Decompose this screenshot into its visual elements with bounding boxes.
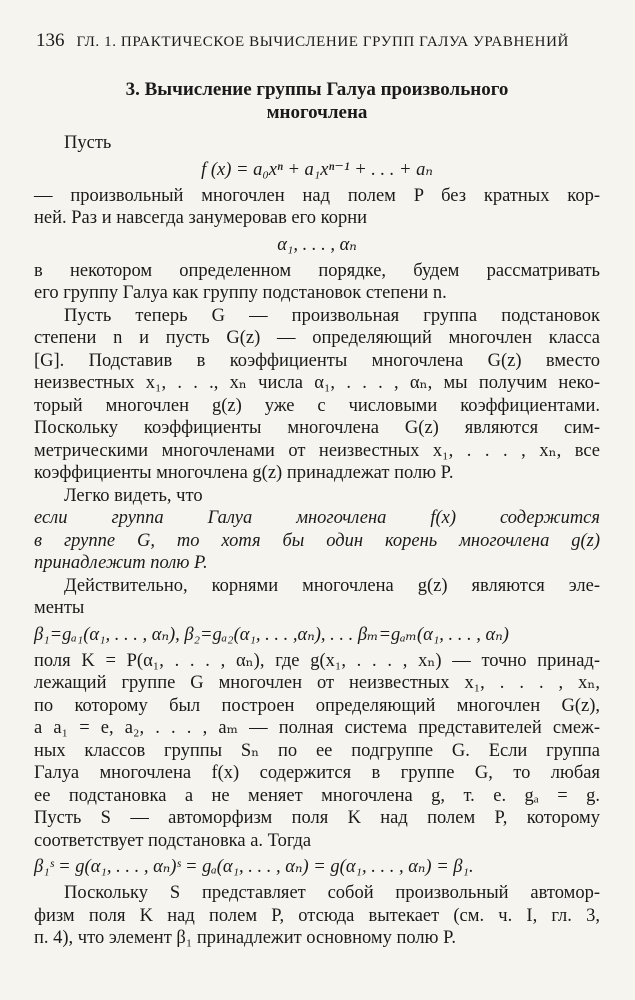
text-line: п. 4), что элемент β₁ принадлежит основному полю P.: [34, 928, 456, 948]
running-header: [36, 30, 598, 52]
theorem-line: принадлежит полю P.: [34, 553, 208, 573]
text-line: лежащий группе G многочлен от неизвестных x₁, . . . , xₙ,: [34, 673, 600, 693]
text-line: неизвестных x₁, . . ., xₙ числа α₁, . . . , αₙ, мы получим неко-: [34, 373, 600, 393]
text-line: Поскольку коэффициенты многочлена G(z) являются сим-: [34, 418, 600, 438]
section-title: [36, 78, 598, 124]
text-line: торый многочлен g(z) уже с числовыми коэффициентами.: [34, 395, 600, 416]
text-line: его группу Галуа как группу подстановок степени n.: [34, 283, 447, 303]
text-line: ее подстановка a не меняет многочлена g, т. е. gₐ = g.: [34, 785, 600, 806]
text-line: ней. Раз и навсегда занумеровав его корни: [34, 208, 367, 228]
text-line: Пусть теперь G — произвольная группа подстановок: [64, 305, 600, 326]
paragraph-intro: Пусть: [64, 133, 112, 153]
polynomial-equation: f (x) = a₀xⁿ + a₁xⁿ⁻¹ + . . . + aₙ: [201, 159, 433, 180]
text-line: степени n и пусть G(z) — определяющий многочлен класса: [34, 328, 600, 348]
text-line: Поскольку S представляет собой произвольный автомор-: [64, 883, 600, 903]
text-line: менты: [34, 598, 85, 618]
text-line: Галуа многочлена f(x) содержится в группе G, то любая: [34, 763, 600, 783]
text-line: метрическими многочленами от неизвестных x₁, . . . , xₙ, все: [34, 440, 600, 461]
main-text: [34, 132, 600, 950]
page-number: 136: [36, 30, 65, 51]
section-title-line-1: 3. Вычисление группы Галуа произвольного: [125, 79, 509, 100]
roots-list: α₁, . . . , αₙ: [277, 234, 357, 255]
text-line: в некотором определенном порядке, будем рассматривать: [34, 260, 600, 281]
automorphism-equation: β₁ˢ = g(α₁, . . . , αₙ)ˢ = gₐ(α₁, . . . , αₙ) = g(α₁, . . . , αₙ) = β₁.: [34, 857, 474, 877]
text-line: Пусть S — автоморфизм поля K над полем P, которому: [34, 808, 600, 828]
theorem-line: в группе G, то хотя бы один корень многочлена g(z): [34, 530, 600, 551]
text-line: поля K = P(α₁, . . . , αₙ), где g(x₁, . . . , xₙ) — точно принад-: [34, 650, 600, 671]
text-line: коэффициенты многочлена g(z) принадлежат полю P.: [34, 463, 454, 483]
theorem-line: если группа Галуа многочлена f(x) содержится: [34, 508, 600, 528]
text-line: соответствует подстановка a. Тогда: [34, 830, 312, 851]
text-line: — произвольный многочлен над полем P без кратных кор-: [34, 185, 600, 206]
text-line: ных классов группы Sₙ по ее подгруппе G. Если группа: [34, 740, 600, 761]
roots-beta-equation: β₁=gₐ₁(α₁, . . . , αₙ), β₂=gₐ₂(α₁, . . . ,αₙ), . . . βₘ=gₐₘ(α₁, . . . , αₙ): [34, 624, 509, 645]
section-title-line-2: многочлена: [266, 102, 368, 123]
text-line: [G]. Подставив в коэффициенты многочлена G(z) вместо: [34, 350, 600, 371]
text-line: физм поля K над полем P, отсюда вытекает (см. ч. I, гл. 3,: [34, 905, 600, 926]
text-line: Легко видеть, что: [64, 485, 203, 506]
text-line: а a₁ = e, a₂, . . . , aₘ — полная система представителей смеж-: [34, 718, 600, 738]
text-line: по которому был построен определяющий многочлен G(z),: [34, 695, 600, 716]
running-title: ГЛ. 1. ПРАКТИЧЕСКОЕ ВЫЧИСЛЕНИЕ ГРУПП ГАЛУА УРАВНЕНИЙ: [76, 34, 569, 50]
text-line: Действительно, корнями многочлена g(z) являются эле-: [64, 575, 600, 596]
